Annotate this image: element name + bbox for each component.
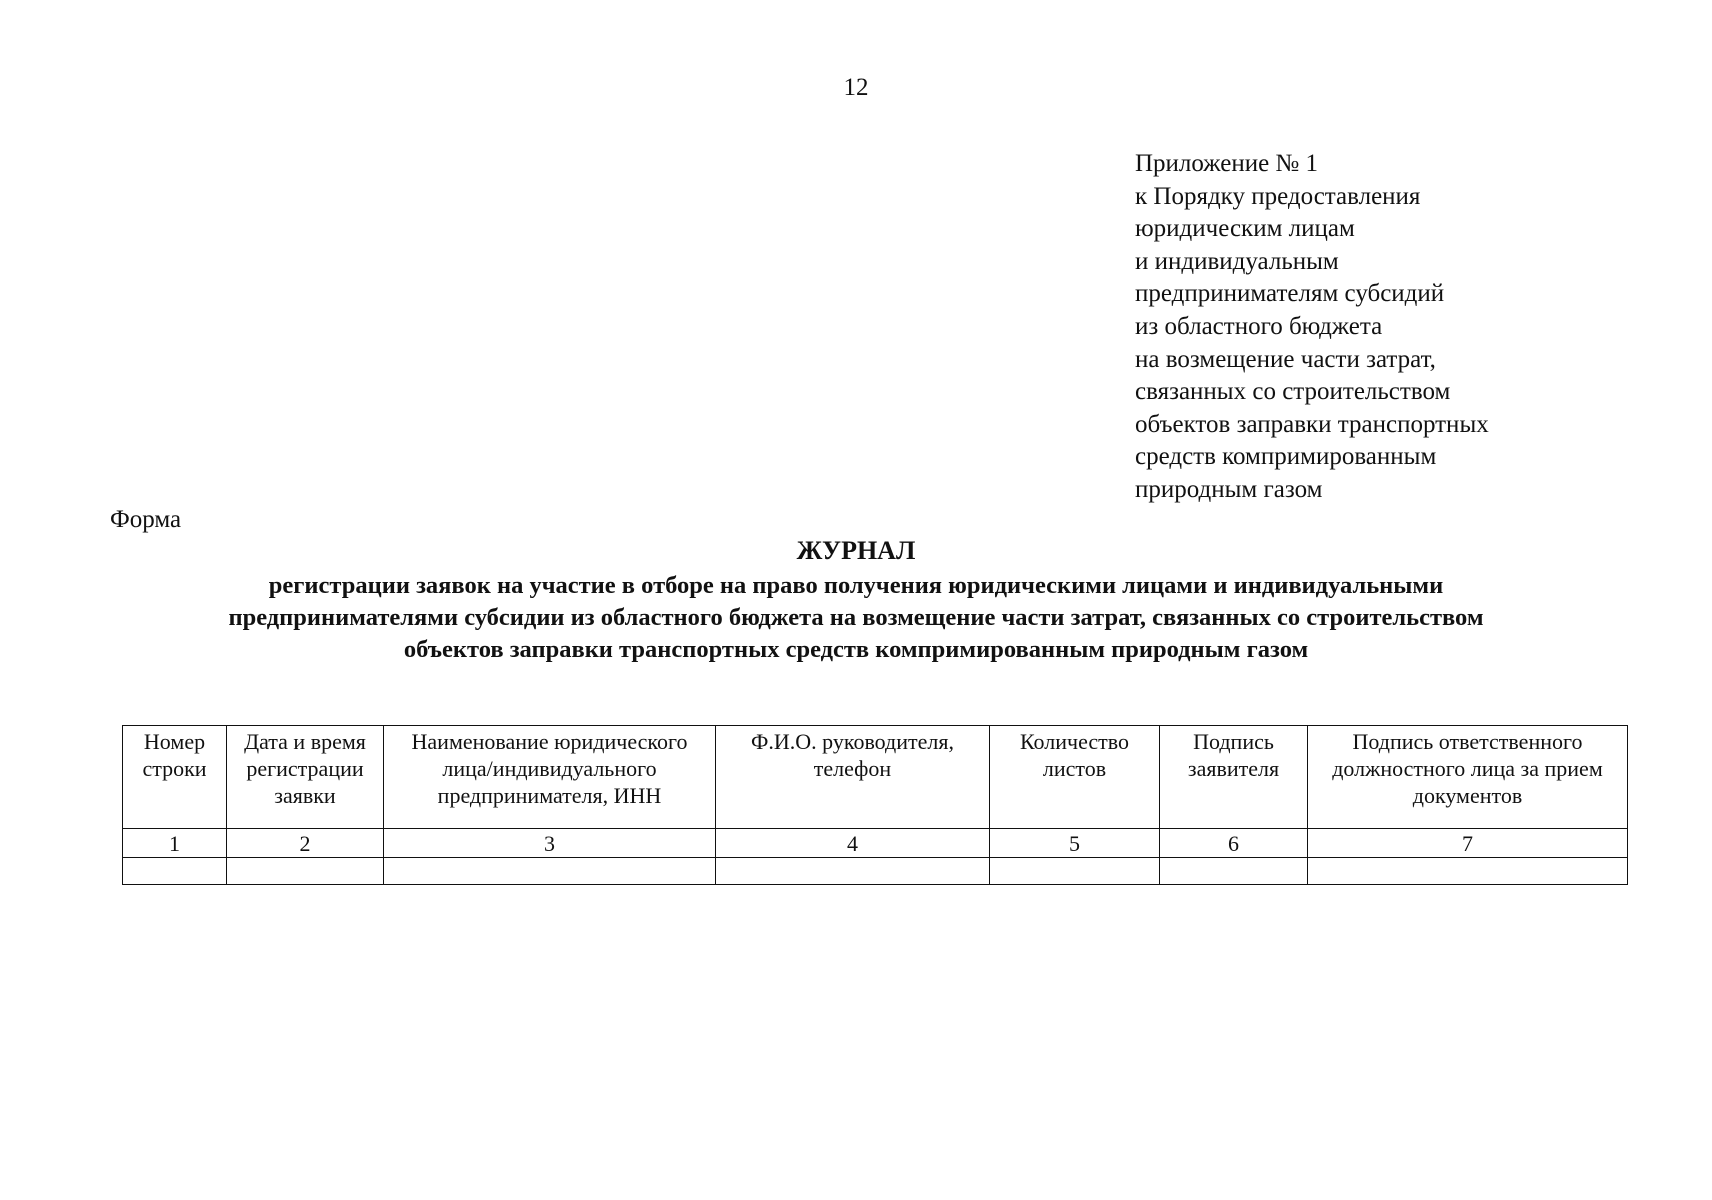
empty-cell xyxy=(990,858,1160,885)
header-row xyxy=(123,726,1628,829)
appendix-line: объектов заправки транспортных xyxy=(1135,410,1489,438)
appendix-line: на возмещение части затрат, xyxy=(1135,345,1436,373)
column-number-cell: 2 xyxy=(227,829,384,858)
appendix-line: Приложение № 1 xyxy=(1135,150,1319,177)
document-title: ЖУРНАЛ xyxy=(796,536,916,565)
column-number-cell: 1 xyxy=(123,829,227,858)
column-header-official-signature: Подпись ответственного должностного лица за прием документов xyxy=(1308,726,1628,829)
appendix-line: и индивидуальным xyxy=(1135,247,1339,275)
empty-cell xyxy=(716,858,990,885)
subtitle-line: предпринимателями субсидии из областного бюджета на возмещение части затрат, связанных со строительством xyxy=(228,604,1484,631)
appendix-line: к Порядку предоставления xyxy=(1135,182,1421,210)
column-number-cell: 7 xyxy=(1308,829,1628,858)
appendix-line: связанных со строительством xyxy=(1135,378,1451,406)
column-number-cell: 3 xyxy=(384,829,716,858)
appendix-line: предпринимателям субсидий xyxy=(1135,280,1445,308)
empty-cell xyxy=(123,858,227,885)
appendix-line: средств компримированным xyxy=(1135,443,1437,471)
form-label: Форма xyxy=(110,506,182,533)
page-number: 12 xyxy=(843,74,869,101)
appendix-block xyxy=(1135,148,1635,507)
column-header-applicant-signature: Подпись заявителя xyxy=(1160,726,1308,829)
column-header-row-number: Номер строки xyxy=(123,726,227,829)
column-number-cell: 5 xyxy=(990,829,1160,858)
subtitle-line: объектов заправки транспортных средств компримированным природным газом xyxy=(403,636,1309,663)
empty-cell xyxy=(1160,858,1308,885)
column-header-registration-datetime: Дата и время регистрации заявки xyxy=(227,726,384,829)
subtitle-line: регистрации заявок на участие в отборе на право получения юридическими лицами и индивидуальными xyxy=(268,572,1444,599)
journal-table xyxy=(122,725,1628,885)
appendix-line: из областного бюджета xyxy=(1135,312,1383,340)
appendix-line: юридическим лицам xyxy=(1135,215,1355,243)
empty-cell xyxy=(384,858,716,885)
column-header-manager-name-phone: Ф.И.О. руководителя, телефон xyxy=(716,726,990,829)
empty-entry-row xyxy=(123,858,1628,885)
column-number-row xyxy=(123,829,1628,858)
appendix-line: природным газом xyxy=(1135,475,1323,503)
column-number-cell: 4 xyxy=(716,829,990,858)
column-header-sheet-count: Количество листов xyxy=(990,726,1160,829)
column-header-applicant-name: Наименование юридического лица/индивидуального предпринимателя, ИНН xyxy=(384,726,716,829)
column-number-cell: 6 xyxy=(1160,829,1308,858)
empty-cell xyxy=(227,858,384,885)
document-subtitle xyxy=(0,570,1712,666)
empty-cell xyxy=(1308,858,1628,885)
